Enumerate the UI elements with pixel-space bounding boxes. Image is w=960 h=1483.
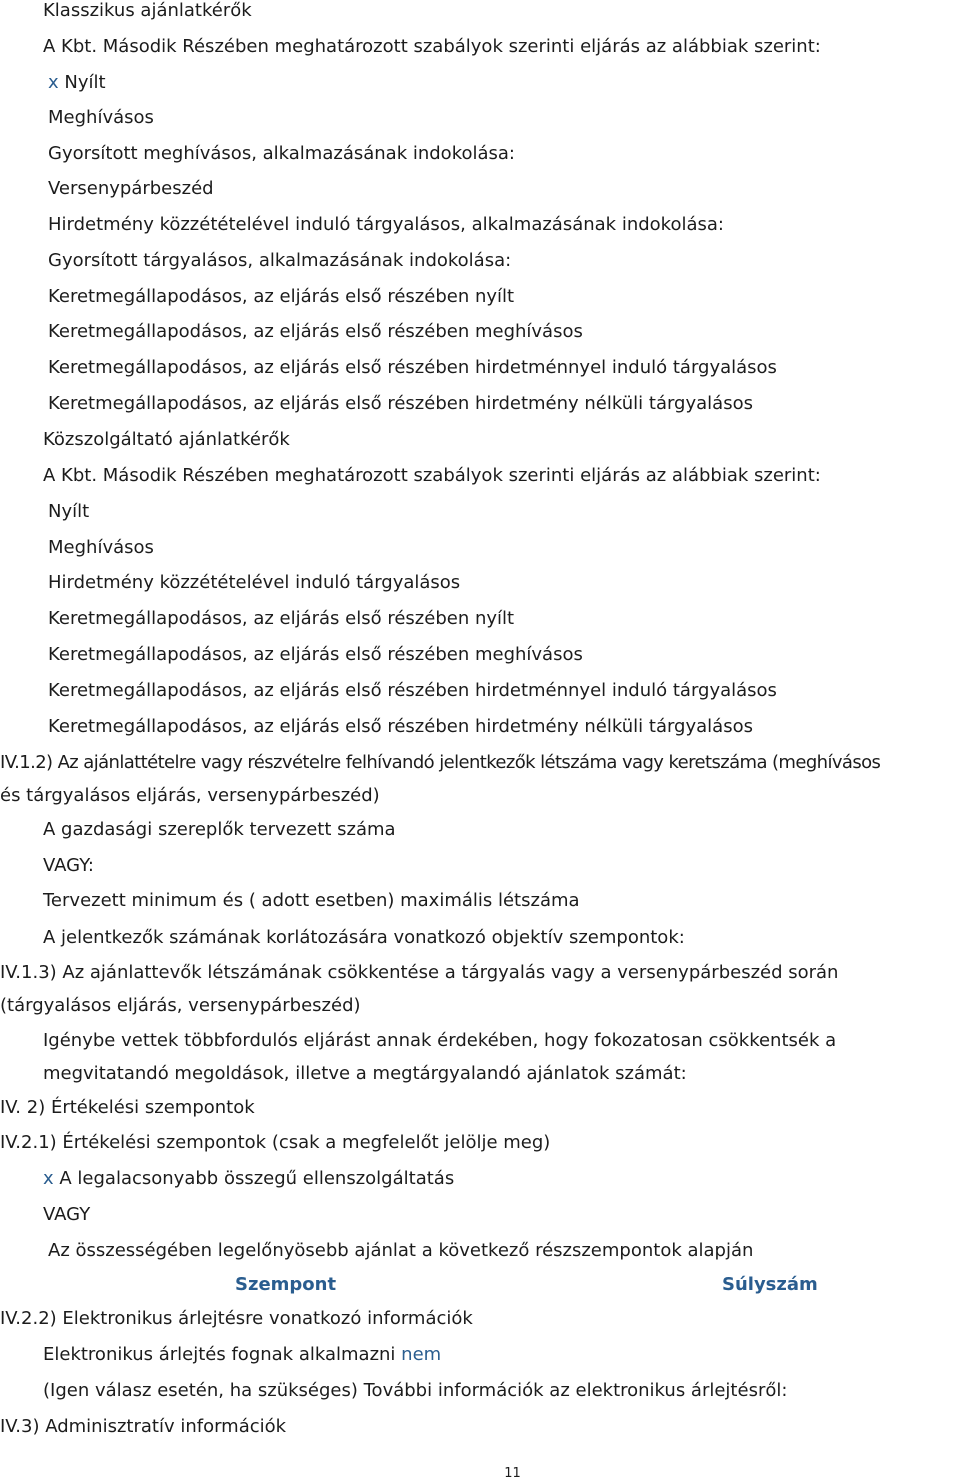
question-label: Elektronikus árlejtés fognak alkalmazni <box>43 1344 396 1365</box>
e-auction-note: (Igen válasz esetén, ha szükséges) További információk az elektronikus árlejtésről: <box>43 1380 788 1401</box>
selected-mark: x <box>48 72 59 93</box>
option-label: A legalacsonyabb összegű ellenszolgáltatás <box>59 1168 455 1189</box>
page-number: 11 <box>504 1466 521 1481</box>
classic-item: Meghívásos <box>48 107 154 128</box>
section-iv-2-title: IV. 2) Értékelési szempontok <box>0 1097 255 1118</box>
or-label: VAGY <box>43 1204 91 1225</box>
section-iv-2-1-title: IV.2.1) Értékelési szempontok (csak a megfelelőt jelölje meg) <box>0 1132 551 1153</box>
multistage-text: Igénybe vettek többfordulós eljárást annak érdekében, hogy fokozatosan csökkentsék a <box>43 1030 837 1051</box>
classic-item: Keretmegállapodásos, az eljárás első részében nyílt <box>48 286 515 307</box>
classic-item: Keretmegállapodásos, az eljárás első részében meghívásos <box>48 321 583 342</box>
item-label: Nyílt <box>64 72 106 93</box>
utility-item: Keretmegállapodásos, az eljárás első részében hirdetménnyel induló tárgyalásos <box>48 680 777 701</box>
lowest-price-option <box>43 1168 454 1190</box>
section-iv-1-3-title-cont: (tárgyalásos eljárás, versenypárbeszéd) <box>0 995 361 1016</box>
or-label: VAGY: <box>43 855 94 876</box>
objective-criteria: A jelentkezők számának korlátozására vonatkozó objektív szempontok: <box>43 927 685 948</box>
utility-item: Keretmegállapodásos, az eljárás első részében nyílt <box>48 608 515 629</box>
utility-item: Keretmegállapodásos, az eljárás első részében hirdetmény nélküli tárgyalásos <box>48 716 753 737</box>
e-auction-question <box>43 1344 441 1366</box>
classic-item: Versenypárbeszéd <box>48 178 214 199</box>
multistage-text-cont: megvitatandó megoldások, illetve a megtárgyalandó ajánlatok számát: <box>43 1063 687 1084</box>
utility-item: Keretmegállapodásos, az eljárás első részében meghívásos <box>48 644 583 665</box>
utility-item: Nyílt <box>48 501 90 522</box>
min-max-count: Tervezett minimum és ( adott esetben) maximális létszáma <box>43 890 580 911</box>
selected-mark: x <box>43 1168 54 1189</box>
classic-item: Keretmegállapodásos, az eljárás első részében hirdetménnyel induló tárgyalásos <box>48 357 777 378</box>
answer-value: nem <box>401 1344 442 1365</box>
classic-item: Gyorsított tárgyalásos, alkalmazásának indokolása: <box>48 250 512 271</box>
utility-item: Hirdetmény közzétételével induló tárgyalásos <box>48 572 461 593</box>
section-iv-1-2-title-cont: és tárgyalásos eljárás, versenypárbeszéd) <box>0 785 380 806</box>
classic-item: Hirdetmény közzétételével induló tárgyalásos, alkalmazásának indokolása: <box>48 214 724 235</box>
section-iv-3-title: IV.3) Adminisztratív információk <box>0 1416 287 1437</box>
planned-count: A gazdasági szereplők tervezett száma <box>43 819 396 840</box>
utility-item: Meghívásos <box>48 537 154 558</box>
utility-heading: Közszolgáltató ajánlatkérők <box>43 429 290 450</box>
classic-item: Keretmegállapodásos, az eljárás első részében hirdetmény nélküli tárgyalásos <box>48 393 753 414</box>
classic-item-open <box>48 72 106 94</box>
classic-heading: Klasszikus ajánlatkérők <box>43 0 252 21</box>
section-iv-1-3-title: IV.1.3) Az ajánlattevők létszámának csökkentése a tárgyalás vagy a versenypárbeszéd során <box>0 962 839 983</box>
section-iv-1-2-title: IV.1.2) Az ajánlattételre vagy részvételre felhívandó jelentkezők létszáma vagy keretszáma (meghívásos <box>0 752 881 773</box>
criterion-column-header: Szempont <box>235 1274 337 1295</box>
utility-intro: A Kbt. Második Részében meghatározott szabályok szerinti eljárás az alábbiak szerint: <box>43 465 821 486</box>
weight-column-header: Súlyszám <box>722 1274 818 1295</box>
best-value-option: Az összességében legelőnyösebb ajánlat a következő részszempontok alapján <box>48 1240 754 1261</box>
classic-item: Gyorsított meghívásos, alkalmazásának indokolása: <box>48 143 515 164</box>
section-iv-2-2-title: IV.2.2) Elektronikus árlejtésre vonatkozó információk <box>0 1308 473 1329</box>
classic-intro: A Kbt. Második Részében meghatározott szabályok szerinti eljárás az alábbiak szerint: <box>43 36 821 57</box>
